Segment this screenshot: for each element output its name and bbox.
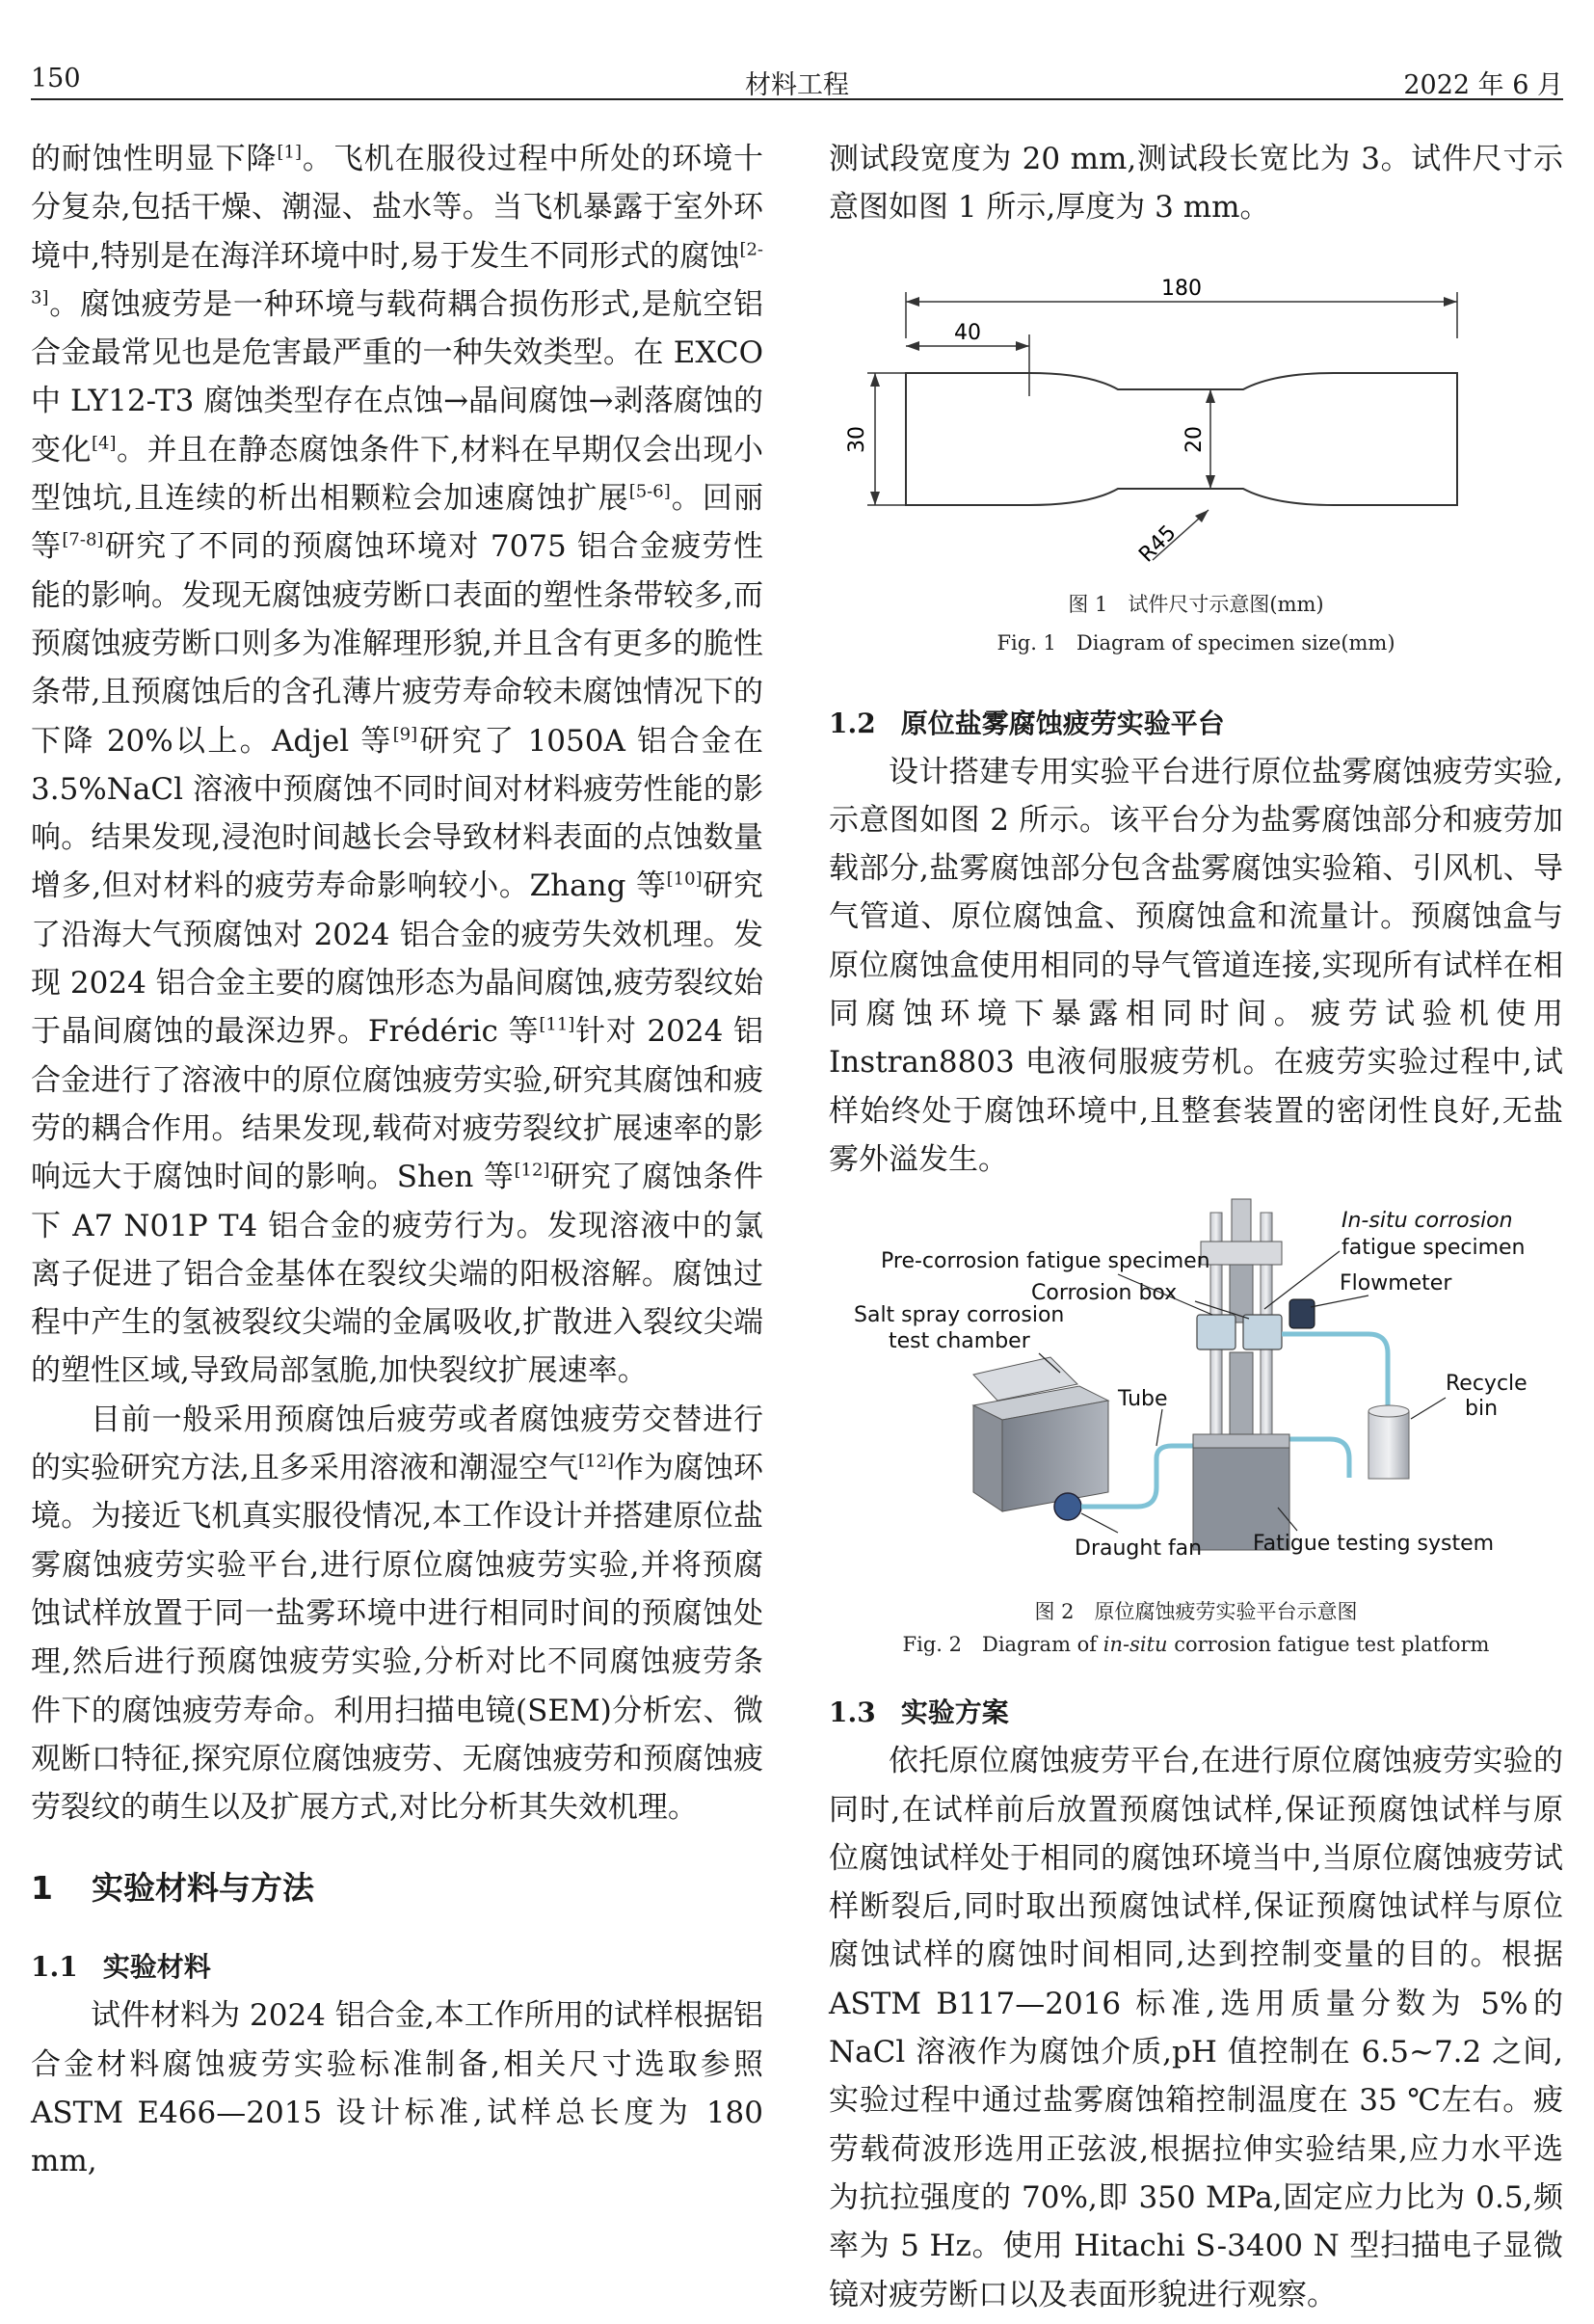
- citation[interactable]: [2-3]: [31, 239, 763, 308]
- label-fatigue-system: Fatigue testing system: [1253, 1532, 1495, 1557]
- figure-1-caption-en: Fig. 1 Diagram of specimen size(mm): [996, 630, 1395, 654]
- figure-1-caption-cn: 图 1 试件尺寸示意图(mm): [1068, 592, 1324, 616]
- citation[interactable]: [1]: [277, 142, 302, 163]
- label-recycle-line1: Recycle: [1446, 1372, 1528, 1397]
- citation[interactable]: [5-6]: [628, 481, 671, 502]
- label-chamber-line2: test chamber: [889, 1329, 1030, 1354]
- label-recycle-line2: bin: [1465, 1397, 1499, 1422]
- left-column: [31, 135, 763, 2186]
- specimen-diagram: [829, 242, 1563, 570]
- journal-title: 材料工程: [745, 70, 849, 100]
- figure-1: [829, 242, 1563, 681]
- section-heading-1: 1 实验材料与方法: [31, 1869, 314, 1908]
- label-chamber-line1: Salt spray corrosion: [854, 1303, 1065, 1328]
- section-heading-1-2: 1.2 原位盐雾腐蚀疲劳实验平台: [829, 707, 1225, 739]
- citation[interactable]: [11]: [539, 1015, 575, 1036]
- draught-fan-icon: [1054, 1493, 1081, 1520]
- issue-date: 2022 年 6 月: [1403, 70, 1563, 100]
- salt-spray-chamber: [973, 1357, 1108, 1511]
- citation[interactable]: [4]: [91, 433, 117, 454]
- citation[interactable]: [9]: [392, 724, 418, 745]
- label-pre-corrosion: Pre-corrosion fatigue specimen: [881, 1249, 1210, 1274]
- intro-paragraph: 的耐蚀性明显下降[1]。飞机在服役过程中所处的环境十分复杂,包括干燥、潮湿、盐水等。当飞机暴露于室外环境中,特别是在海洋环境中时,易于发生不同形式的腐蚀[2-3]。腐蚀疲劳是一种环境与载荷耦合损伤形式,是航空铝合金最常见也是危害最严重的一种失效类型。在 EXCO 中 LY12-T3 腐蚀类型存在点蚀→晶间腐蚀→剥落腐蚀的变化[4]。并且在静态腐蚀条件下,材料在早期仅会出现小型蚀坑,且连续的析出相颗粒会加速腐蚀扩展[5-6]。回丽等[7-8]研究了不同的预腐蚀环境对 7075 铝合金疲劳性能的影响。发现无腐蚀疲劳断口表面的塑性条带较多,而预腐蚀疲劳断口则多为准解理形貌,并且含有更多的脆性条带,且预腐蚀后的含孔薄片疲劳寿命较未腐蚀情况下的下降 20%以上。Adjel 等[9]研究了 1050A 铝合金在 3.5%NaCl 溶液中预腐蚀不同时间对材料疲劳性能的影响。结果发现,浸泡时间越长会导致材料表面的点蚀数量增多,但对材料的疲劳寿命影响较小。Zhang 等[10]研究了沿海大气预腐蚀对 2024 铝合金的疲劳失效机理。发现 2024 铝合金主要的腐蚀形态为晶间腐蚀,疲劳裂纹始于晶间腐蚀的最深边界。Frédéric 等[11]针对 2024 铝合金进行了溶液中的原位腐蚀疲劳实验,研究其腐蚀和疲劳的耦合作用。结果发现,载荷对疲劳裂纹扩展速率的影响远大于腐蚀时间的影响。Shen 等[12]研究了腐蚀条件下 A7 N01P T4 铝合金的疲劳行为。发现溶液中的氯离子促进了铝合金基体在裂纹尖端的阳极溶解。腐蚀过程中产生的氢被裂纹尖端的金属吸收,扩散进入裂纹尖端的塑性区域,导致局部氢脆,加快裂纹扩展速率。: [31, 142, 764, 1389]
- page-header: [31, 60, 1563, 100]
- label-corrosion-box: Corrosion box: [1031, 1281, 1178, 1306]
- corrosion-box-icon: [1243, 1315, 1282, 1349]
- figure-2-caption-en: Fig. 2 Diagram of in-situ corrosion fatigue test platform: [902, 1633, 1490, 1657]
- section-heading-1-1: 1.1 实验材料: [31, 1951, 211, 1984]
- dim-gauge-width: 20: [1182, 425, 1207, 453]
- section-heading-1-3: 1.3 实验方案: [829, 1696, 1009, 1729]
- label-draught-fan: Draught fan: [1075, 1536, 1203, 1562]
- platform-paragraph: 设计搭建专用实验平台进行原位盐雾腐蚀疲劳实验,示意图如图 2 所示。该平台分为盐雾腐蚀部分和疲劳加载部分,盐雾腐蚀部分包含盐雾腐蚀实验箱、引风机、导气管道、原位腐蚀盒、预腐蚀盒和流量计。预腐蚀盒与原位腐蚀盒使用相同的导气管道连接,实现所有试样在相同腐蚀环境下暴露相同时间。疲劳试验机使用 Instran8803 电液伺服疲劳机。在疲劳实验过程中,试样始终处于腐蚀环境中,且整套装置的密闭性良好,无盐雾外溢发生。: [829, 754, 1563, 1177]
- platform-diagram: [829, 1193, 1563, 1579]
- label-insitu-line2: fatigue specimen: [1342, 1236, 1526, 1261]
- label-tube: Tube: [1118, 1387, 1168, 1412]
- flowmeter-icon: [1289, 1299, 1315, 1328]
- scheme-paragraph: 依托原位腐蚀疲劳平台,在进行原位腐蚀疲劳实验的同时,在试样前后放置预腐蚀试样,保证预腐蚀试样与原位腐蚀试样处于相同的腐蚀环境当中,当原位腐蚀疲劳试样断裂后,同时取出预腐蚀试样,保证预腐蚀试样与原位腐蚀试样的腐蚀时间相同,达到控制变量的目的。根据 ASTM B117—2016 标准,选用质量分数为 5%的 NaCl 溶液作为腐蚀介质,pH 值控制在 6.5~7.2 之间,实验过程中通过盐雾腐蚀箱控制温度在 35 ℃左右。疲劳载荷波形选用正弦波,根据拉伸实验结果,应力水平选为抗拉强度的 70%,即 350 MPa,固定应力比为 0.5,频率为 5 Hz。使用 Hitachi S-3400 N 型扫描电子显微镜对疲劳断口以及表面形貌进行观察。: [829, 1744, 1563, 2312]
- figure-2-caption-cn: 图 2 原位腐蚀疲劳实验平台示意图: [1034, 1600, 1358, 1624]
- page-number: 150: [31, 64, 81, 93]
- citation[interactable]: [10]: [666, 869, 703, 891]
- label-insitu-line1: In-situ corrosion: [1342, 1209, 1513, 1234]
- dim-grip-length: 40: [954, 320, 981, 345]
- recycle-bin-icon: [1368, 1405, 1409, 1479]
- specimen-paragraph: 测试段宽度为 20 mm,测试段长宽比为 3。试件尺寸示意图如图 1 所示,厚度为 3 mm。: [829, 142, 1563, 226]
- figure-2: [829, 1193, 1563, 1656]
- label-flowmeter: Flowmeter: [1340, 1271, 1452, 1296]
- materials-paragraph: 试件材料为 2024 铝合金,本工作所用的试样根据铝合金材料腐蚀疲劳实验标准制备,相关尺寸选取参照 ASTM E466—2015 设计标准,试样总长度为 180 mm,: [31, 1998, 763, 2179]
- pre-corrosion-box-icon: [1197, 1315, 1235, 1349]
- dim-height: 30: [845, 425, 869, 453]
- dim-total-length: 180: [1161, 276, 1202, 301]
- right-column: [829, 135, 1563, 2319]
- citation[interactable]: [7-8]: [62, 530, 104, 551]
- citation[interactable]: [12]: [514, 1160, 550, 1181]
- motivation-paragraph: 目前一般采用预腐蚀后疲劳或者腐蚀疲劳交替进行的实验研究方法,且多采用溶液和潮湿空气[12]作为腐蚀环境。为接近飞机真实服役情况,本工作设计并搭建原位盐雾腐蚀疲劳实验平台,进行原位腐蚀疲劳实验,并将预腐蚀试样放置于同一盐雾环境中进行相同时间的预腐蚀处理,然后进行预腐蚀疲劳实验,分析对比不同腐蚀疲劳条件下的腐蚀疲劳寿命。利用扫描电镜(SEM)分析宏、微观断口特征,探究原位腐蚀疲劳、无腐蚀疲劳和预腐蚀疲劳裂纹的萌生以及扩展方式,对比分析其失效机理。: [31, 1402, 764, 1826]
- citation[interactable]: [12]: [578, 1451, 614, 1472]
- dim-radius: R45: [1134, 520, 1182, 568]
